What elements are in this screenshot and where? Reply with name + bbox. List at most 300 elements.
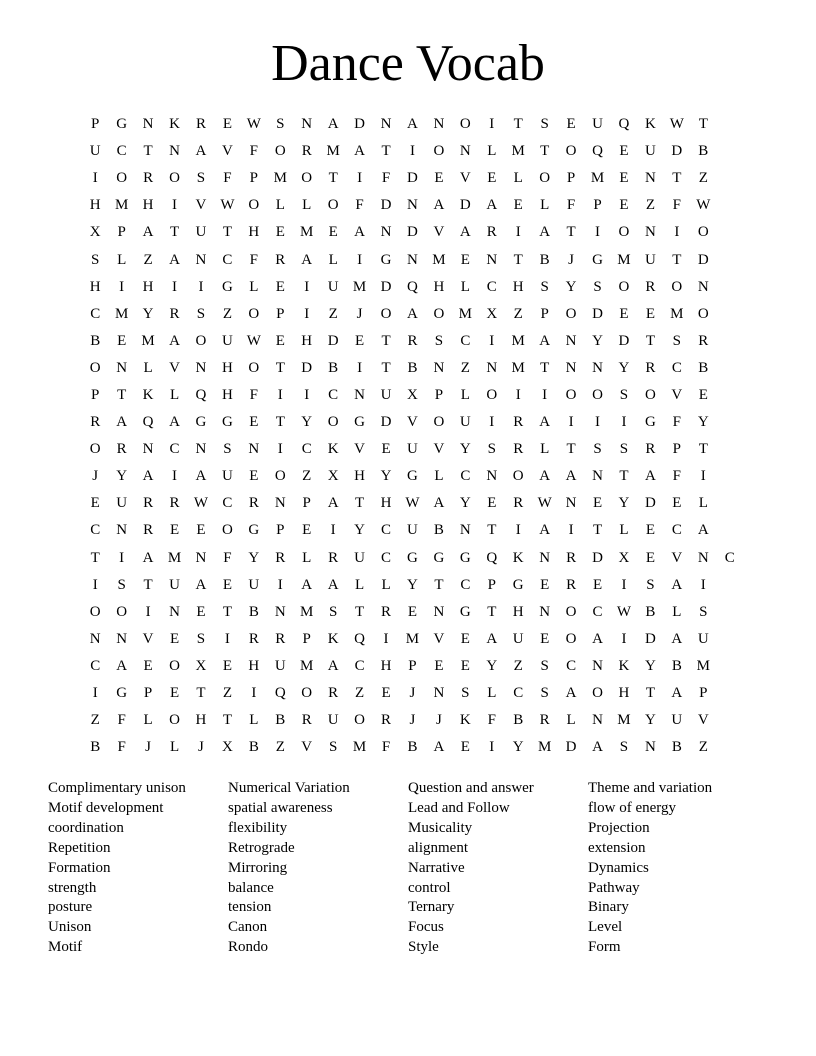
grid-letter[interactable]: X xyxy=(618,549,630,566)
grid-letter[interactable]: T xyxy=(222,712,232,729)
grid-letter[interactable]: T xyxy=(355,495,365,512)
grid-letter[interactable]: A xyxy=(671,685,683,702)
grid-letter[interactable]: E xyxy=(487,170,497,187)
grid-letter[interactable]: R xyxy=(513,495,524,512)
grid-letter[interactable]: E xyxy=(222,576,232,593)
grid-letter[interactable]: E xyxy=(117,332,127,349)
grid-letter[interactable]: I xyxy=(357,251,363,268)
grid-letter[interactable]: X xyxy=(407,386,418,403)
grid-letter[interactable]: H xyxy=(380,495,392,512)
grid-letter[interactable]: I xyxy=(172,278,178,295)
grid-letter[interactable]: U xyxy=(116,495,128,512)
grid-letter[interactable]: E xyxy=(407,603,418,620)
grid-letter[interactable]: E xyxy=(592,576,603,593)
grid-letter[interactable]: O xyxy=(248,305,260,322)
grid-letter[interactable]: B xyxy=(275,712,286,729)
grid-letter[interactable]: Z xyxy=(645,197,655,214)
grid-letter[interactable]: P xyxy=(593,197,602,214)
grid-letter[interactable]: L xyxy=(487,143,497,160)
grid-letter[interactable]: I xyxy=(92,576,98,593)
grid-letter[interactable]: E xyxy=(566,116,576,133)
grid-letter[interactable]: A xyxy=(592,630,603,647)
grid-letter[interactable]: E xyxy=(460,251,470,268)
grid-letter[interactable]: O xyxy=(565,143,577,160)
grid-letter[interactable]: F xyxy=(672,468,682,485)
grid-letter[interactable]: A xyxy=(565,685,577,702)
grid-letter[interactable]: A xyxy=(169,251,180,268)
grid-letter[interactable]: Z xyxy=(355,685,365,702)
grid-letter[interactable]: P xyxy=(117,224,126,241)
grid-letter[interactable]: S xyxy=(196,630,206,647)
grid-letter[interactable]: W xyxy=(405,495,420,512)
grid-letter[interactable]: E xyxy=(645,522,655,539)
grid-letter[interactable]: O xyxy=(169,712,180,729)
grid-letter[interactable]: T xyxy=(434,576,444,593)
grid-letter[interactable]: T xyxy=(566,441,576,458)
grid-letter[interactable]: C xyxy=(301,441,312,458)
grid-letter[interactable]: Y xyxy=(354,522,366,539)
grid-letter[interactable]: L xyxy=(302,197,312,214)
grid-letter[interactable]: N xyxy=(539,603,551,620)
grid-letter[interactable]: N xyxy=(142,116,154,133)
grid-letter[interactable]: R xyxy=(275,630,286,647)
grid-letter[interactable]: U xyxy=(221,332,233,349)
grid-letter[interactable]: K xyxy=(142,386,154,403)
grid-letter[interactable]: U xyxy=(274,657,286,674)
grid-letter[interactable]: M xyxy=(114,305,129,322)
grid-letter[interactable]: D xyxy=(697,251,709,268)
grid-letter[interactable]: S xyxy=(540,657,549,674)
grid-letter[interactable]: B xyxy=(671,739,682,756)
grid-letter[interactable]: W xyxy=(246,116,261,133)
grid-letter[interactable]: N xyxy=(486,468,498,485)
grid-letter[interactable]: O xyxy=(618,224,630,241)
grid-letter[interactable]: M xyxy=(511,359,525,376)
grid-letter[interactable]: P xyxy=(276,522,285,539)
grid-letter[interactable]: A xyxy=(116,657,128,674)
grid-letter[interactable]: V xyxy=(407,414,418,431)
grid-letter[interactable]: N xyxy=(644,170,656,187)
grid-letter[interactable]: R xyxy=(645,359,656,376)
grid-letter[interactable]: C xyxy=(222,495,233,512)
grid-letter[interactable]: I xyxy=(357,170,363,187)
grid-letter[interactable]: R xyxy=(90,414,101,431)
grid-letter[interactable]: M xyxy=(326,143,340,160)
grid-letter[interactable]: K xyxy=(512,549,524,566)
grid-letter[interactable]: I xyxy=(304,278,310,295)
grid-letter[interactable]: E xyxy=(487,495,497,512)
grid-letter[interactable]: I xyxy=(277,576,283,593)
grid-letter[interactable]: S xyxy=(223,441,232,458)
grid-letter[interactable]: R xyxy=(169,305,180,322)
grid-letter[interactable]: C xyxy=(169,441,180,458)
grid-letter[interactable]: I xyxy=(119,549,125,566)
grid-letter[interactable]: D xyxy=(459,197,471,214)
grid-letter[interactable]: G xyxy=(116,685,128,702)
grid-letter[interactable]: C xyxy=(90,522,101,539)
grid-letter[interactable]: I xyxy=(251,685,257,702)
grid-letter[interactable]: P xyxy=(143,685,153,702)
grid-letter[interactable]: N xyxy=(592,359,603,376)
grid-letter[interactable]: C xyxy=(592,603,603,620)
grid-letter[interactable]: E xyxy=(434,170,444,187)
grid-letter[interactable]: N xyxy=(407,197,418,214)
grid-letter[interactable]: T xyxy=(645,332,655,349)
grid-letter[interactable]: L xyxy=(117,251,127,268)
grid-letter[interactable]: M xyxy=(352,278,367,295)
grid-letter[interactable]: S xyxy=(646,576,655,593)
grid-letter[interactable]: N xyxy=(433,116,445,133)
grid-letter[interactable]: B xyxy=(698,143,709,160)
grid-letter[interactable]: I xyxy=(357,359,363,376)
grid-letter[interactable]: N xyxy=(89,630,101,647)
grid-letter[interactable]: T xyxy=(328,170,338,187)
grid-letter[interactable]: H xyxy=(512,603,524,620)
grid-letter[interactable]: Y xyxy=(618,359,630,376)
grid-letter[interactable]: O xyxy=(169,170,180,187)
grid-letter[interactable]: N xyxy=(301,116,313,133)
grid-letter[interactable]: B xyxy=(698,359,709,376)
grid-letter[interactable]: E xyxy=(90,495,100,512)
grid-letter[interactable]: L xyxy=(672,603,682,620)
grid-letter[interactable]: A xyxy=(539,332,551,349)
grid-letter[interactable]: T xyxy=(222,603,232,620)
grid-letter[interactable]: V xyxy=(433,630,445,647)
grid-letter[interactable]: A xyxy=(195,143,207,160)
grid-letter[interactable]: Y xyxy=(407,576,418,593)
grid-letter[interactable]: A xyxy=(116,414,128,431)
grid-letter[interactable]: R xyxy=(486,224,497,241)
grid-letter[interactable]: N xyxy=(433,685,445,702)
grid-letter[interactable]: N xyxy=(116,522,128,539)
grid-letter[interactable]: Q xyxy=(407,278,418,295)
grid-letter[interactable]: Q xyxy=(618,116,630,133)
grid-letter[interactable]: Y xyxy=(512,739,524,756)
grid-letter[interactable]: M xyxy=(537,739,552,756)
grid-letter[interactable]: G xyxy=(459,603,471,620)
grid-letter[interactable]: A xyxy=(301,251,313,268)
grid-letter[interactable]: B xyxy=(407,739,418,756)
grid-letter[interactable]: O xyxy=(274,143,286,160)
grid-letter[interactable]: A xyxy=(433,495,445,512)
grid-letter[interactable]: M xyxy=(167,549,182,566)
grid-letter[interactable]: Y xyxy=(697,414,709,431)
grid-letter[interactable]: O xyxy=(327,197,339,214)
grid-letter[interactable]: C xyxy=(381,549,392,566)
grid-letter[interactable]: W xyxy=(616,603,632,620)
grid-letter[interactable]: O xyxy=(248,197,260,214)
grid-letter[interactable]: E xyxy=(540,630,550,647)
grid-letter[interactable]: F xyxy=(249,386,259,403)
grid-letter[interactable]: I xyxy=(568,414,574,431)
grid-letter[interactable]: T xyxy=(513,251,523,268)
grid-letter[interactable]: C xyxy=(90,657,101,674)
grid-letter[interactable]: B xyxy=(90,332,101,349)
grid-letter[interactable]: U xyxy=(697,630,709,647)
grid-letter[interactable]: C xyxy=(328,386,339,403)
grid-letter[interactable]: H xyxy=(380,657,392,674)
grid-letter[interactable]: E xyxy=(249,414,259,431)
grid-letter[interactable]: O xyxy=(195,332,207,349)
grid-letter[interactable]: Z xyxy=(143,251,153,268)
grid-letter[interactable]: O xyxy=(565,603,577,620)
grid-letter[interactable]: K xyxy=(459,712,471,729)
grid-letter[interactable]: M xyxy=(511,143,525,160)
grid-letter[interactable]: I xyxy=(621,630,627,647)
grid-letter[interactable]: T xyxy=(592,522,603,539)
grid-letter[interactable]: N xyxy=(592,468,603,485)
grid-letter[interactable]: A xyxy=(539,468,551,485)
grid-letter[interactable]: Y xyxy=(618,495,630,512)
grid-letter[interactable]: I xyxy=(172,197,178,214)
grid-letter[interactable]: L xyxy=(619,522,629,539)
grid-letter[interactable]: E xyxy=(619,143,629,160)
grid-letter[interactable]: N xyxy=(459,522,471,539)
grid-letter[interactable]: E xyxy=(222,116,232,133)
grid-letter[interactable]: B xyxy=(248,603,259,620)
grid-letter[interactable]: N xyxy=(697,549,709,566)
grid-letter[interactable]: U xyxy=(671,712,683,729)
grid-letter[interactable]: D xyxy=(407,170,418,187)
grid-letter[interactable]: L xyxy=(460,386,470,403)
grid-letter[interactable]: S xyxy=(540,116,549,133)
grid-letter[interactable]: P xyxy=(302,630,311,647)
grid-letter[interactable]: U xyxy=(327,712,339,729)
grid-letter[interactable]: R xyxy=(698,332,709,349)
grid-letter[interactable]: R xyxy=(381,603,392,620)
grid-letter[interactable]: Y xyxy=(380,468,392,485)
grid-letter[interactable]: D xyxy=(592,549,603,566)
grid-letter[interactable]: C xyxy=(460,468,471,485)
grid-letter[interactable]: W xyxy=(537,495,552,512)
grid-letter[interactable]: T xyxy=(381,332,391,349)
grid-letter[interactable]: E xyxy=(143,657,153,674)
grid-letter[interactable]: Q xyxy=(592,143,603,160)
grid-letter[interactable]: D xyxy=(327,332,339,349)
grid-letter[interactable]: T xyxy=(672,170,682,187)
grid-letter[interactable]: F xyxy=(249,251,259,268)
grid-letter[interactable]: D xyxy=(380,414,392,431)
grid-letter[interactable]: I xyxy=(568,522,574,539)
grid-letter[interactable]: L xyxy=(460,278,470,295)
grid-letter[interactable]: O xyxy=(327,414,339,431)
grid-letter[interactable]: L xyxy=(434,468,444,485)
grid-letter[interactable]: X xyxy=(486,305,498,322)
grid-letter[interactable]: Y xyxy=(459,495,471,512)
grid-letter[interactable]: E xyxy=(645,549,655,566)
grid-letter[interactable]: T xyxy=(90,549,100,566)
grid-letter[interactable]: V xyxy=(697,712,709,729)
grid-letter[interactable]: E xyxy=(645,305,655,322)
grid-letter[interactable]: C xyxy=(460,332,471,349)
grid-letter[interactable]: S xyxy=(276,116,285,133)
grid-letter[interactable]: O xyxy=(433,143,445,160)
grid-letter[interactable]: V xyxy=(671,386,683,403)
grid-letter[interactable]: C xyxy=(566,657,577,674)
grid-letter[interactable]: J xyxy=(92,468,99,485)
grid-letter[interactable]: S xyxy=(434,332,444,349)
grid-letter[interactable]: U xyxy=(644,143,656,160)
grid-letter[interactable]: A xyxy=(486,630,498,647)
grid-letter[interactable]: F xyxy=(249,143,259,160)
grid-letter[interactable]: O xyxy=(301,170,313,187)
grid-letter[interactable]: P xyxy=(249,170,259,187)
grid-letter[interactable]: W xyxy=(246,332,261,349)
grid-letter[interactable]: Y xyxy=(116,468,128,485)
grid-letter[interactable]: A xyxy=(407,116,418,133)
grid-letter[interactable]: E xyxy=(275,224,285,241)
grid-letter[interactable]: P xyxy=(487,576,496,593)
grid-letter[interactable]: N xyxy=(592,657,603,674)
grid-letter[interactable]: L xyxy=(540,441,550,458)
grid-letter[interactable]: R xyxy=(116,441,127,458)
grid-letter[interactable]: V xyxy=(354,441,366,458)
grid-letter[interactable]: N xyxy=(459,143,471,160)
grid-letter[interactable]: I xyxy=(595,224,601,241)
grid-letter[interactable]: T xyxy=(513,116,523,133)
grid-letter[interactable]: M xyxy=(300,657,314,674)
grid-letter[interactable]: U xyxy=(89,143,101,160)
grid-letter[interactable]: E xyxy=(222,657,232,674)
grid-letter[interactable]: A xyxy=(327,116,339,133)
grid-letter[interactable]: D xyxy=(592,305,603,322)
grid-letter[interactable]: L xyxy=(143,359,153,376)
grid-letter[interactable]: E xyxy=(619,197,629,214)
grid-letter[interactable]: U xyxy=(592,116,603,133)
grid-letter[interactable]: E xyxy=(302,522,312,539)
grid-letter[interactable]: C xyxy=(460,576,471,593)
grid-letter[interactable]: G xyxy=(459,549,471,566)
grid-letter[interactable]: H xyxy=(221,386,233,403)
grid-letter[interactable]: E xyxy=(460,630,470,647)
grid-letter[interactable]: J xyxy=(409,712,416,729)
grid-letter[interactable]: W xyxy=(669,116,684,133)
grid-letter[interactable]: G xyxy=(221,278,233,295)
grid-letter[interactable]: E xyxy=(672,495,682,512)
grid-letter[interactable]: B xyxy=(328,359,339,376)
grid-letter[interactable]: D xyxy=(380,278,392,295)
grid-letter[interactable]: P xyxy=(91,116,100,133)
grid-letter[interactable]: H xyxy=(618,685,630,702)
grid-letter[interactable]: A xyxy=(169,414,180,431)
grid-letter[interactable]: R xyxy=(275,251,286,268)
grid-letter[interactable]: Y xyxy=(486,657,498,674)
grid-letter[interactable]: N xyxy=(433,603,445,620)
grid-letter[interactable]: S xyxy=(619,739,629,756)
grid-letter[interactable]: A xyxy=(301,576,313,593)
grid-letter[interactable]: H xyxy=(221,359,233,376)
grid-letter[interactable]: U xyxy=(512,630,524,647)
grid-letter[interactable]: N xyxy=(195,359,207,376)
grid-letter[interactable]: A xyxy=(327,576,339,593)
grid-letter[interactable]: H xyxy=(142,278,154,295)
grid-letter[interactable]: N xyxy=(486,359,498,376)
grid-letter[interactable]: J xyxy=(409,685,416,702)
grid-letter[interactable]: M xyxy=(458,305,473,322)
grid-letter[interactable]: M xyxy=(617,712,631,729)
grid-letter[interactable]: L xyxy=(275,197,285,214)
grid-letter[interactable]: I xyxy=(515,386,521,403)
grid-letter[interactable]: N xyxy=(274,603,286,620)
grid-letter[interactable]: I xyxy=(198,278,204,295)
grid-letter[interactable]: C xyxy=(671,522,682,539)
grid-letter[interactable]: T xyxy=(117,386,127,403)
grid-letter[interactable]: R xyxy=(407,332,418,349)
grid-letter[interactable]: A xyxy=(169,332,180,349)
grid-letter[interactable]: A xyxy=(142,468,154,485)
grid-letter[interactable]: N xyxy=(169,603,180,620)
grid-letter[interactable]: U xyxy=(195,224,207,241)
grid-letter[interactable]: K xyxy=(618,657,630,674)
grid-letter[interactable]: M xyxy=(114,197,129,214)
grid-letter[interactable]: Z xyxy=(513,305,523,322)
grid-letter[interactable]: Y xyxy=(644,657,656,674)
grid-letter[interactable]: S xyxy=(619,386,629,403)
grid-letter[interactable]: T xyxy=(275,359,285,376)
grid-letter[interactable]: T xyxy=(645,685,655,702)
grid-letter[interactable]: S xyxy=(117,576,126,593)
grid-letter[interactable]: F xyxy=(487,712,496,729)
grid-letter[interactable]: S xyxy=(91,251,100,268)
grid-letter[interactable]: E xyxy=(249,468,259,485)
grid-letter[interactable]: I xyxy=(515,224,521,241)
grid-letter[interactable]: F xyxy=(117,739,126,756)
grid-letter[interactable]: Z xyxy=(698,170,708,187)
grid-letter[interactable]: H xyxy=(89,197,101,214)
grid-letter[interactable]: G xyxy=(433,549,445,566)
grid-letter[interactable]: H xyxy=(512,278,524,295)
grid-letter[interactable]: M xyxy=(405,630,420,647)
grid-letter[interactable]: J xyxy=(198,739,204,756)
grid-letter[interactable]: N xyxy=(195,441,207,458)
grid-letter[interactable]: B xyxy=(433,522,444,539)
grid-letter[interactable]: V xyxy=(433,224,445,241)
grid-letter[interactable]: V xyxy=(221,143,233,160)
grid-letter[interactable]: N xyxy=(195,549,207,566)
grid-letter[interactable]: L xyxy=(487,685,497,702)
grid-letter[interactable]: A xyxy=(407,305,418,322)
grid-letter[interactable]: M xyxy=(300,603,314,620)
grid-letter[interactable]: Z xyxy=(328,305,338,322)
grid-letter[interactable]: W xyxy=(193,495,209,512)
grid-letter[interactable]: L xyxy=(540,197,550,214)
grid-letter[interactable]: T xyxy=(487,603,497,620)
grid-letter[interactable]: S xyxy=(461,685,470,702)
grid-letter[interactable]: N xyxy=(380,224,392,241)
grid-letter[interactable]: T xyxy=(540,143,550,160)
grid-letter[interactable]: M xyxy=(670,305,684,322)
grid-letter[interactable]: D xyxy=(671,143,683,160)
grid-letter[interactable]: Z xyxy=(460,359,470,376)
grid-letter[interactable]: D xyxy=(565,739,577,756)
grid-letter[interactable]: N xyxy=(565,332,577,349)
grid-letter[interactable]: O xyxy=(671,278,683,295)
grid-letter[interactable]: N xyxy=(407,251,418,268)
grid-letter[interactable]: E xyxy=(196,522,206,539)
grid-letter[interactable]: T xyxy=(487,522,497,539)
grid-letter[interactable]: V xyxy=(195,197,207,214)
grid-letter[interactable]: N xyxy=(116,359,128,376)
grid-letter[interactable]: Z xyxy=(513,657,523,674)
grid-letter[interactable]: G xyxy=(195,414,207,431)
grid-letter[interactable]: V xyxy=(433,441,445,458)
grid-letter[interactable]: O xyxy=(89,359,101,376)
grid-letter[interactable]: U xyxy=(407,522,418,539)
grid-letter[interactable]: E xyxy=(169,685,180,702)
grid-letter[interactable]: O xyxy=(354,712,366,729)
grid-letter[interactable]: E xyxy=(513,197,523,214)
grid-letter[interactable]: A xyxy=(142,224,154,241)
